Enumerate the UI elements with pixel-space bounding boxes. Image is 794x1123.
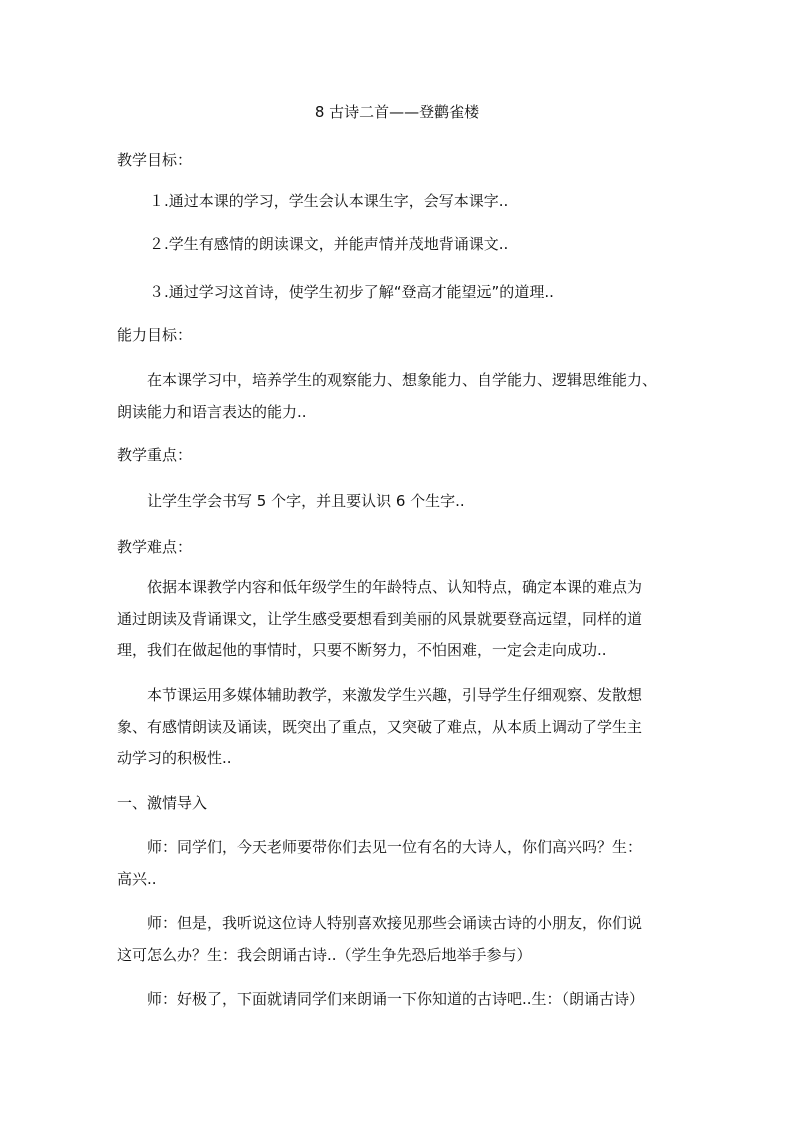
goal-item-1: １.通过本课的学习，学生会认本课生字，会写本课字.. — [149, 192, 509, 210]
difficult-text-line-3: 理，我们在做起他的事情时，只要不断努力，不怕困难，一定会走向成功.. — [117, 641, 607, 659]
difficult-text-line-2: 通过朗读及背诵课文，让学生感受要想看到美丽的风景就要登高远望，同样的道 — [117, 610, 643, 628]
dialogue-2-line-2: 这可怎么办？生：我会朗诵古诗..（学生争先恐后地举手参与） — [117, 946, 532, 964]
heading-teaching-goals: 教学目标： — [117, 151, 193, 169]
method-text-line-2: 象、有感情朗读及诵读，既突出了重点，又突破了难点，从本质上调动了学生主 — [117, 718, 643, 736]
goal-item-2: ２.学生有感情的朗读课文，并能声情并茂地背诵课文.. — [149, 235, 509, 253]
dialogue-1-line-1: 师：同学们，今天老师要带你们去见一位有名的大诗人，你们高兴吗？生： — [147, 838, 643, 856]
dialogue-3-line-1: 师：好极了，下面就请同学们来朗诵一下你知道的古诗吧..生：（朗诵古诗） — [147, 990, 645, 1008]
dialogue-2-line-1: 师：但是，我听说这位诗人特别喜欢接见那些会诵读古诗的小朋友，你们说 — [147, 914, 643, 932]
key-points-text: 让学生学会书写 5 个字，并且要认识 6 个生字.. — [147, 492, 465, 510]
goal-item-3: ３.通过学习这首诗，使学生初步了解“登高才能望远”的道理.. — [149, 283, 554, 301]
heading-ability-goals: 能力目标： — [117, 326, 193, 344]
heading-section-one: 一、激情导入 — [117, 794, 208, 812]
heading-difficult-points: 教学难点： — [117, 538, 193, 556]
page-title: 8 古诗二首——登鹳雀楼 — [314, 103, 480, 121]
heading-key-points: 教学重点： — [117, 446, 193, 464]
method-text-line-1: 本节课运用多媒体辅助教学，来激发学生兴趣，引导学生仔细观察、发散想 — [147, 686, 643, 704]
difficult-text-line-1: 依据本课教学内容和低年级学生的年龄特点、认知特点，确定本课的难点为 — [147, 578, 643, 596]
ability-text-line-1: 在本课学习中，培养学生的观察能力、想象能力、自学能力、逻辑思维能力、 — [147, 371, 658, 389]
method-text-line-3: 动学习的积极性.. — [117, 749, 232, 767]
ability-text-line-2: 朗读能力和语言表达的能力.. — [117, 403, 307, 421]
dialogue-1-line-2: 高兴.. — [117, 870, 157, 888]
